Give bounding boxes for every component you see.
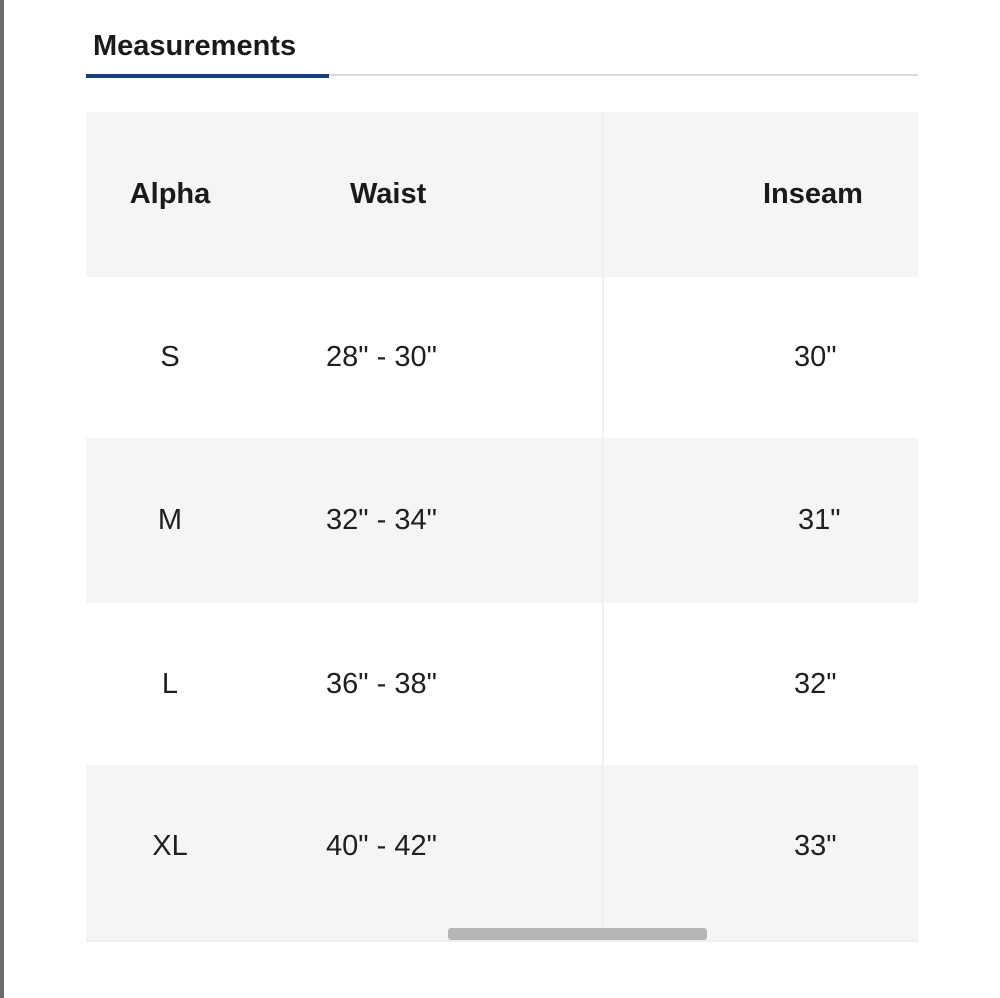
tab-measurements[interactable]: Measurements bbox=[86, 22, 329, 78]
table-bottom-divider bbox=[86, 940, 918, 942]
header-alpha: Alpha bbox=[86, 112, 254, 277]
table-row bbox=[86, 438, 918, 603]
table-header-row bbox=[86, 112, 918, 277]
cell-alpha: M bbox=[86, 438, 254, 603]
size-chart-scroll-container[interactable] bbox=[86, 112, 918, 942]
cell-alpha: L bbox=[86, 603, 254, 765]
cell-alpha: S bbox=[86, 277, 254, 438]
window-edge bbox=[0, 0, 4, 998]
cell-inseam: 30" bbox=[794, 341, 837, 373]
cell-waist: 40" - 42" bbox=[254, 765, 603, 927]
table-row bbox=[86, 277, 918, 438]
header-waist: Waist bbox=[254, 112, 603, 277]
cell-alpha: XL bbox=[86, 765, 254, 927]
cell-waist: 28" - 30" bbox=[254, 277, 603, 438]
size-chart-table bbox=[86, 112, 918, 927]
table-row bbox=[86, 603, 918, 765]
table-row bbox=[86, 765, 918, 927]
cell-waist: 32" - 34" bbox=[254, 438, 603, 603]
cell-inseam: 32" bbox=[794, 667, 837, 700]
horizontal-scrollbar-thumb[interactable] bbox=[448, 928, 707, 940]
cell-inseam: 33" bbox=[794, 829, 837, 862]
header-inseam: Inseam bbox=[763, 178, 863, 210]
cell-waist: 36" - 38" bbox=[254, 603, 603, 765]
cell-inseam: 31" bbox=[798, 504, 841, 536]
measurements-tabs bbox=[86, 0, 918, 78]
